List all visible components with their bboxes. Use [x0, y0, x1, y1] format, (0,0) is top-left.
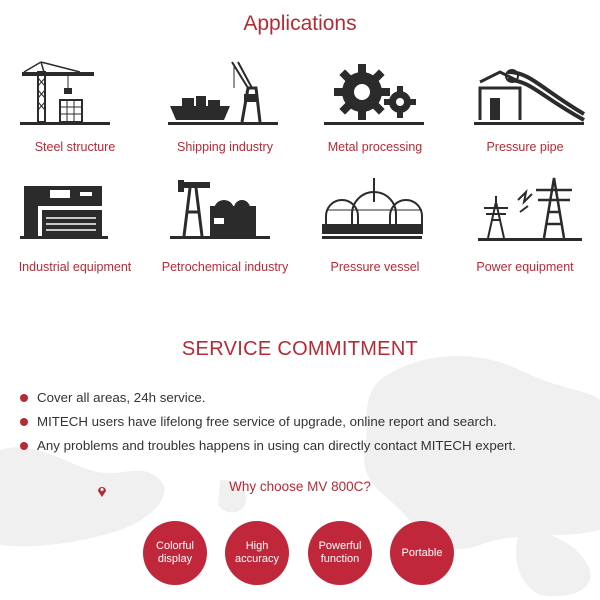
- app-label: Pressure vessel: [330, 260, 420, 274]
- bullet-dot-icon: [20, 418, 28, 426]
- service-bullet-list: [20, 386, 590, 458]
- pipeline-icon: [460, 58, 590, 138]
- bullet-text: Any problems and troubles happens in using can directly contact MITECH expert.: [37, 438, 516, 453]
- bullet-text: Cover all areas, 24h service.: [37, 390, 206, 405]
- applications-title: Applications: [243, 12, 357, 35]
- feature-colorful-display: Colorful display: [143, 521, 207, 585]
- service-section: [0, 330, 600, 600]
- ship-crane-icon: [160, 58, 290, 138]
- storage-tanks-icon: [310, 172, 440, 252]
- service-bullet: [20, 410, 590, 434]
- gears-icon: [310, 58, 440, 138]
- service-bullet: [20, 434, 590, 458]
- service-title: SERVICE COMMITMENT: [181, 338, 419, 360]
- app-label: Power equipment: [476, 260, 574, 274]
- app-label: Shipping industry: [177, 140, 273, 154]
- world-map-background: [0, 330, 600, 600]
- service-bullet: [20, 386, 590, 410]
- feature-high-accuracy: High accuracy: [225, 521, 289, 585]
- machine-icon: [10, 172, 140, 252]
- feature-powerful-function: Powerful function: [308, 521, 372, 585]
- app-label: Metal processing: [327, 140, 423, 154]
- power-tower-icon: [460, 172, 590, 252]
- app-label: Petrochemical industry: [161, 260, 289, 274]
- oil-pump-icon: [160, 172, 290, 252]
- why-choose-heading: Why choose MV 800C?: [229, 479, 371, 494]
- bullet-dot-icon: [20, 442, 28, 450]
- app-label: Pressure pipe: [486, 140, 564, 154]
- feature-portable: Portable: [390, 521, 454, 585]
- bullet-dot-icon: [20, 394, 28, 402]
- bullet-text: MITECH users have lifelong free service of upgrade, online report and search.: [37, 414, 497, 429]
- app-label: Industrial equipment: [18, 260, 132, 274]
- tower-crane-icon: [10, 58, 140, 138]
- app-label: Steel structure: [34, 140, 116, 154]
